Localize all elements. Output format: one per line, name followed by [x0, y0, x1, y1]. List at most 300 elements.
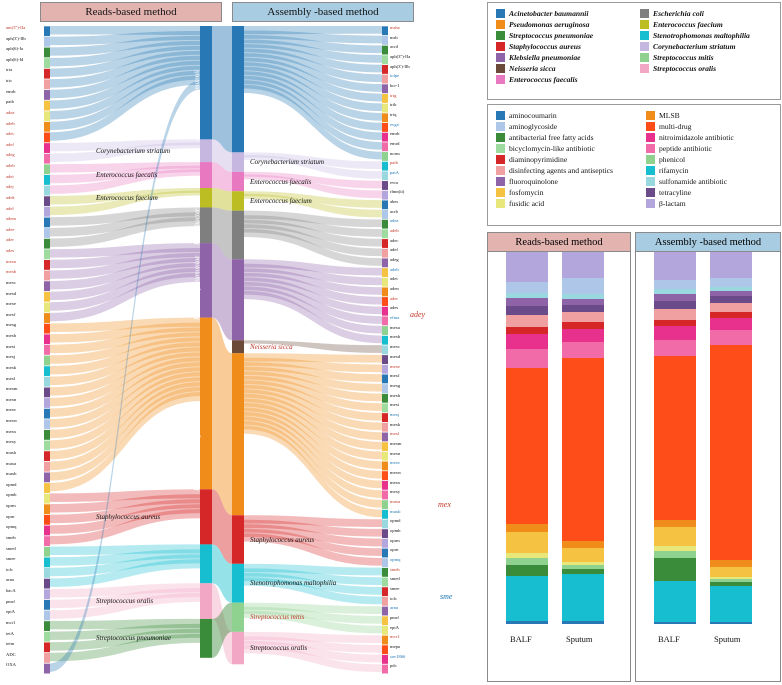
gene-label-right: ader: [390, 295, 398, 301]
gene-label-left: mexb: [6, 269, 17, 275]
sankey-right-gene-node[interactable]: [382, 287, 388, 296]
sankey-left-gene-node[interactable]: [44, 281, 50, 291]
gene-label-right: evga: [390, 121, 399, 127]
legend-swatch-icon: [640, 42, 649, 51]
gene-label-right: norm: [390, 150, 400, 156]
sankey-assembly-species-node[interactable]: [232, 259, 244, 340]
class-legend-item[interactable]: [496, 177, 613, 186]
gene-label-left: bacA: [6, 588, 16, 594]
class-legend-item[interactable]: [646, 188, 734, 197]
sankey-reads-species-node[interactable]: [200, 489, 212, 544]
barchart-reads-segment: [562, 342, 604, 359]
barchart-assembly-segment: [654, 558, 696, 580]
gene-label-left: ant(3'')-IIa: [6, 25, 26, 30]
class-legend-item[interactable]: [496, 144, 613, 153]
sankey-left-gene-node[interactable]: [44, 345, 50, 355]
sankey-right-gene-node[interactable]: [382, 36, 388, 45]
sankey-left-gene-node[interactable]: [44, 196, 50, 206]
sankey-left-gene-node[interactable]: [44, 611, 50, 621]
sankey-right-gene-node[interactable]: [382, 94, 388, 103]
sankey-right-gene-node[interactable]: [382, 55, 388, 64]
sankey-left-gene-node[interactable]: [44, 600, 50, 610]
class-legend-item[interactable]: [646, 199, 734, 208]
sankey-right-gene-node[interactable]: [382, 433, 388, 442]
sankey-right-gene-node[interactable]: [382, 113, 388, 122]
sankey-right-gene-node[interactable]: [382, 549, 388, 558]
gene-label-left: adek: [6, 194, 15, 200]
gene-label-right: aden: [390, 286, 399, 292]
gene-label-left: mexd: [6, 290, 17, 296]
sankey-left-gene-node[interactable]: [44, 302, 50, 312]
species-legend-item[interactable]: [640, 53, 750, 62]
gene-label-left: opmq: [6, 524, 17, 530]
species-legend-col-1: [496, 9, 593, 86]
sankey-link: [212, 318, 232, 516]
sankey-reads-species-node[interactable]: [200, 162, 212, 188]
sankey-reads-species-node[interactable]: [200, 544, 212, 583]
class-legend-item[interactable]: [646, 111, 734, 120]
sankey-assembly-species-node[interactable]: [232, 632, 244, 664]
legend-swatch-icon: [496, 122, 505, 131]
sankey-right-gene-node[interactable]: [382, 152, 388, 161]
barchart-reads-segment: [506, 334, 548, 349]
legend-label: MLSB: [659, 111, 680, 120]
sankey-left-gene-node[interactable]: [44, 451, 50, 461]
barchart-reads-segment: [506, 252, 548, 282]
barchart-assembly-segment: [654, 622, 696, 624]
sankey-right-gene-node[interactable]: [382, 558, 388, 567]
sankey-assembly-species-node[interactable]: [232, 211, 244, 260]
species-legend-item[interactable]: [496, 42, 593, 51]
gene-label-right: mexb: [390, 334, 401, 340]
barchart-assembly-segment: [710, 330, 752, 345]
sankey-right-gene-node[interactable]: [382, 336, 388, 345]
sankey-right-gene-node[interactable]: [382, 394, 388, 403]
sankey-left-gene-node[interactable]: [44, 334, 50, 344]
gene-label-right: adea: [390, 218, 399, 224]
species-legend-item[interactable]: [496, 64, 593, 73]
barchart-assembly-segment: [654, 356, 696, 520]
sankey-right-gene-node[interactable]: [382, 181, 388, 190]
sankey-left-gene-node[interactable]: [44, 186, 50, 196]
species-legend-item[interactable]: [496, 31, 593, 40]
sankey-right-gene-node[interactable]: [382, 597, 388, 606]
sankey-left-gene-node[interactable]: [44, 218, 50, 228]
barchart-reads-stack[interactable]: [506, 252, 548, 624]
sankey-right-gene-node[interactable]: [382, 133, 388, 142]
class-legend-item[interactable]: [496, 199, 613, 208]
sankey-left-gene-node[interactable]: [44, 249, 50, 259]
sankey-left-gene-node[interactable]: [44, 377, 50, 387]
sankey-left-gene-node[interactable]: [44, 398, 50, 408]
sankey-left-gene-node[interactable]: [44, 483, 50, 493]
barchart-reads-segment: [562, 329, 604, 342]
gene-label-right: mexw: [390, 469, 402, 475]
sankey-left-gene-node[interactable]: [44, 324, 50, 334]
legend-swatch-icon: [646, 188, 655, 197]
class-legend-item[interactable]: [496, 122, 613, 131]
sankey-right-gene-node[interactable]: [382, 520, 388, 529]
barchart-assembly-plot: [636, 252, 780, 652]
gene-label-right: tolc: [390, 595, 397, 601]
legend-label: disinfecting agents and antiseptics: [509, 166, 613, 175]
sankey-left-gene-node[interactable]: [44, 356, 50, 366]
sankey-reads-species-node[interactable]: [200, 583, 212, 619]
sankey-left-gene-node[interactable]: [44, 133, 50, 143]
gene-label-left: mexc: [6, 279, 16, 285]
sankey-reads-species-node[interactable]: [200, 188, 212, 207]
gene-label-right: bcr-1: [390, 83, 400, 89]
barchart-assembly-segment: [710, 622, 752, 624]
sankey-left-gene-node[interactable]: [44, 48, 50, 58]
sankey-right-gene-node[interactable]: [382, 239, 388, 248]
sankey-left-gene-node[interactable]: [44, 122, 50, 132]
sankey-right-gene-node[interactable]: [382, 162, 388, 171]
species-legend-item[interactable]: [640, 9, 750, 18]
sankey-right-gene-node[interactable]: [382, 326, 388, 335]
sankey-node-label: Acinetobacter baumannii: [193, 70, 201, 142]
sankey-right-gene-node[interactable]: [382, 220, 388, 229]
gene-label-right: emrb: [390, 131, 400, 137]
sankey-left-gene-node[interactable]: [44, 494, 50, 504]
barchart-reads-segment: [506, 349, 548, 368]
sankey-right-gene-node[interactable]: [382, 481, 388, 490]
legend-swatch-icon: [640, 64, 649, 73]
sankey-left-gene-node[interactable]: [44, 504, 50, 514]
gene-label-right: rlmn(ii): [390, 189, 405, 195]
gene-label-right: mexh: [390, 392, 401, 398]
sankey-right-gene-node[interactable]: [382, 65, 388, 74]
species-legend-item[interactable]: [496, 75, 593, 84]
sankey-left-gene-node[interactable]: [44, 409, 50, 419]
gene-label-left: mexw: [6, 418, 18, 424]
gene-label-right: trig: [390, 92, 397, 98]
gene-label-right: acrd: [390, 44, 398, 50]
sankey-left-gene-node[interactable]: [44, 579, 50, 589]
sankey-assembly-species-node[interactable]: [232, 26, 244, 152]
gene-label-left: aph(6)-Id: [6, 56, 24, 62]
sankey-left-gene-node[interactable]: [44, 239, 50, 249]
class-legend-item[interactable]: [496, 111, 613, 120]
legend-label: Pseudomonas aeruginosa: [509, 20, 590, 29]
sankey-node-label: Pseudomonas aeruginosa: [193, 419, 201, 492]
sankey-left-gene-node[interactable]: [44, 419, 50, 429]
gene-label-right: msba: [390, 25, 400, 30]
sankey-right-gene-node[interactable]: [382, 365, 388, 374]
sankey-right-gene-node[interactable]: [382, 462, 388, 471]
sankey-left-gene-node[interactable]: [44, 313, 50, 323]
sankey-assembly-species-node[interactable]: [232, 191, 244, 210]
legend-swatch-icon: [640, 9, 649, 18]
sankey-header-reads: Reads-based method: [40, 2, 222, 22]
sankey-right-gene-node[interactable]: [382, 345, 388, 354]
gene-label-left: ADC: [6, 651, 16, 657]
legend-label: Corynebacterium striatum: [653, 42, 736, 51]
barchart-reads-segment: [506, 306, 548, 315]
sankey-left-gene-node[interactable]: [44, 621, 50, 631]
sankey-left-gene-node[interactable]: [44, 90, 50, 100]
sankey-right-gene-node[interactable]: [382, 510, 388, 519]
sankey-right-gene-node[interactable]: [382, 249, 388, 258]
barchart-assembly-segment: [654, 527, 696, 546]
species-legend-item[interactable]: [640, 31, 750, 40]
sankey-right-gene-node[interactable]: [382, 607, 388, 616]
barchart-assembly-segment: [710, 586, 752, 621]
legend-label: aminocoumarin: [509, 111, 557, 120]
sankey-right-gene-node[interactable]: [382, 278, 388, 287]
sankey-left-gene-node[interactable]: [44, 472, 50, 482]
sankey-right-gene-node[interactable]: [382, 191, 388, 200]
sankey-node-label: Enterococcus faecalis: [250, 177, 312, 186]
sankey-right-gene-node[interactable]: [382, 423, 388, 432]
gene-label-right: emrd: [390, 141, 400, 147]
sankey-left-gene-node[interactable]: [44, 526, 50, 536]
sankey-right-gene-node[interactable]: [382, 200, 388, 209]
gene-label-left: mexv: [6, 407, 17, 413]
sankey-left-gene-node[interactable]: [44, 462, 50, 472]
legend-swatch-icon: [646, 177, 655, 186]
legend-swatch-icon: [640, 53, 649, 62]
gene-label-left: arna: [6, 577, 14, 583]
sankey-left-gene-node[interactable]: [44, 79, 50, 89]
sankey-left-gene-node[interactable]: [44, 536, 50, 546]
sankey-assembly-species-node[interactable]: [232, 340, 244, 353]
sankey-assembly-species-node[interactable]: [232, 515, 244, 564]
sankey-left-gene-node[interactable]: [44, 69, 50, 79]
class-legend-item[interactable]: [496, 188, 613, 197]
sankey-left-gene-node[interactable]: [44, 37, 50, 47]
class-legend-col-2: [646, 111, 734, 210]
legend-swatch-icon: [646, 199, 655, 208]
gene-label-right: msb: [390, 34, 398, 40]
gene-label-left: mexn: [6, 396, 17, 402]
class-legend-item[interactable]: [646, 133, 734, 142]
sankey-right-gene-node[interactable]: [382, 616, 388, 625]
class-legend-item[interactable]: [646, 166, 734, 175]
class-legend-item[interactable]: [646, 144, 734, 153]
gene-label-right: mexi: [390, 402, 400, 408]
gene-label-left: mexl: [6, 375, 16, 381]
sankey-right-gene-node[interactable]: [382, 123, 388, 132]
barchart-reads-stack[interactable]: [562, 252, 604, 624]
gene-label-right: patA: [390, 170, 399, 176]
legend-swatch-icon: [496, 133, 505, 142]
sankey-right-gene-node[interactable]: [382, 171, 388, 180]
sankey-left-gene-node[interactable]: [44, 111, 50, 121]
species-legend-item[interactable]: [640, 42, 750, 51]
barchart-assembly-stack[interactable]: [654, 252, 696, 624]
sankey-reads-species-node[interactable]: [200, 243, 212, 318]
sankey-left-gene-node[interactable]: [44, 164, 50, 174]
sankey-reads-species-node[interactable]: [200, 26, 212, 139]
gene-label-left: mexk: [6, 364, 17, 370]
sankey-left-gene-node[interactable]: [44, 154, 50, 164]
sankey-left-gene-node[interactable]: [44, 228, 50, 238]
sankey-right-gene-node[interactable]: [382, 258, 388, 267]
gene-label-right: evra: [390, 179, 398, 185]
sankey-node-label: Enterococcus faecium: [250, 196, 312, 205]
gene-label-left: mexy: [6, 439, 17, 445]
species-legend-item[interactable]: [640, 64, 750, 73]
sankey-left-gene-node[interactable]: [44, 260, 50, 270]
sankey-reads-species-node[interactable]: [200, 139, 212, 162]
sankey-right-gene-node[interactable]: [382, 491, 388, 500]
class-legend-item[interactable]: [496, 155, 613, 164]
sankey-right-gene-node[interactable]: [382, 268, 388, 277]
gene-label-left: adea: [6, 109, 15, 115]
sankey-left-gene-node[interactable]: [44, 441, 50, 451]
sankey-left-gene-node[interactable]: [44, 664, 50, 674]
sankey-left-gene-node[interactable]: [44, 632, 50, 642]
sankey-assembly-species-node[interactable]: [232, 152, 244, 171]
barchart-reads-segment: [562, 278, 604, 294]
barchart-assembly-segment: [710, 567, 752, 577]
barchart-assembly-segment: [654, 294, 696, 301]
gene-label-left: tetA: [6, 630, 14, 636]
sankey-right-gene-node[interactable]: [382, 655, 388, 664]
sankey-left-gene-node[interactable]: [44, 515, 50, 525]
gene-label-right: adeh: [390, 266, 399, 272]
gene-label-left: mexg: [6, 322, 17, 328]
class-legend-item[interactable]: [646, 155, 734, 164]
sankey-right-gene-node[interactable]: [382, 229, 388, 238]
sankey-right-gene-node[interactable]: [382, 374, 388, 383]
gene-label-right: mexx: [390, 479, 401, 485]
species-legend-col-2: [640, 9, 750, 75]
legend-label: fosfomycin: [509, 188, 544, 197]
sankey-right-gene-node[interactable]: [382, 626, 388, 635]
gene-label-right: muxa: [390, 498, 401, 504]
barchart-reads-segment: [506, 532, 548, 552]
class-legend-item[interactable]: [496, 166, 613, 175]
sankey-right-gene-node[interactable]: [382, 471, 388, 480]
sankey-right-gene-node[interactable]: [382, 355, 388, 364]
sankey-left-gene-node[interactable]: [44, 58, 50, 68]
legend-swatch-icon: [496, 9, 505, 18]
sankey-left-gene-node[interactable]: [44, 26, 50, 36]
sankey-left-gene-node[interactable]: [44, 143, 50, 153]
barchart-reads-title: Reads-based method: [488, 233, 630, 252]
legend-label: aminoglycoside: [509, 122, 558, 131]
sankey-right-gene-node[interactable]: [382, 442, 388, 451]
gene-label-right: adeb: [390, 228, 399, 234]
sankey-left-gene-node[interactable]: [44, 568, 50, 578]
barchart-assembly-segment: [654, 301, 696, 309]
sankey-right-gene-node[interactable]: [382, 587, 388, 596]
gene-label-left: adec: [6, 131, 15, 137]
barchart-assembly-stack[interactable]: [710, 252, 752, 624]
sankey-left-gene-node[interactable]: [44, 430, 50, 440]
class-legend-item[interactable]: [646, 122, 734, 131]
sankey-assembly-species-node[interactable]: [232, 172, 244, 191]
sankey-left-gene-node[interactable]: [44, 175, 50, 185]
gene-label-right: efma: [390, 315, 400, 321]
sankey-right-gene-node[interactable]: [382, 665, 388, 674]
sankey-right-gene-node[interactable]: [382, 384, 388, 393]
legend-label: diaminopyrimidine: [509, 155, 568, 164]
sankey-right-gene-node[interactable]: [382, 307, 388, 316]
species-legend-item[interactable]: [496, 53, 593, 62]
class-legend-item[interactable]: [496, 133, 613, 142]
sankey-node-label: Streptococcus mitis: [250, 613, 305, 622]
barchart-assembly-segment: [654, 581, 696, 622]
sankey-left-gene-node[interactable]: [44, 557, 50, 567]
sankey-right-gene-node[interactable]: [382, 46, 388, 55]
sankey-right-gene-node[interactable]: [382, 210, 388, 219]
sankey-right-gene-node[interactable]: [382, 104, 388, 113]
sankey-link: [212, 26, 232, 152]
sankey-right-gene-node[interactable]: [382, 578, 388, 587]
sankey-left-gene-node[interactable]: [44, 366, 50, 376]
sankey-reads-species-node[interactable]: [200, 207, 212, 243]
sankey-right-gene-node[interactable]: [382, 452, 388, 461]
species-legend-item[interactable]: [496, 9, 593, 18]
sankey-reads-species-node[interactable]: [200, 318, 212, 490]
sankey-right-gene-node[interactable]: [382, 403, 388, 412]
sankey-right-gene-node[interactable]: [382, 142, 388, 151]
sankey-right-gene-node[interactable]: [382, 26, 388, 35]
gene-label-left: ades: [6, 248, 15, 254]
barchart-assembly-title: Assembly -based method: [636, 233, 780, 252]
sankey-right-gene-node[interactable]: [382, 539, 388, 548]
barchart-assembly-segment: [654, 320, 696, 327]
barchart-reads-segment: [506, 298, 548, 305]
sankey-left-gene-node[interactable]: [44, 271, 50, 281]
legend-label: Enterococcus faecalis: [509, 75, 578, 84]
species-legend-item[interactable]: [640, 20, 750, 29]
gene-label-left: mexe: [6, 301, 16, 307]
sankey-right-gene-node[interactable]: [382, 84, 388, 93]
sankey-left-gene-node[interactable]: [44, 101, 50, 111]
species-legend: [487, 2, 781, 100]
sankey-right-gene-node[interactable]: [382, 297, 388, 306]
barchart-assembly-segment: [710, 345, 752, 561]
sankey-right-gene-node[interactable]: [382, 75, 388, 84]
sankey-left-gene-node[interactable]: [44, 387, 50, 397]
legend-swatch-icon: [496, 177, 505, 186]
sankey-right-gene-node[interactable]: [382, 568, 388, 577]
gene-label-right: patb: [390, 160, 398, 166]
barchart-reads-segment: [562, 548, 604, 562]
sankey-node-label: Enterococcus faecium: [96, 193, 158, 202]
sankey-left-gene-node[interactable]: [44, 642, 50, 652]
sankey-left-gene-node[interactable]: [44, 207, 50, 217]
class-legend-item[interactable]: [646, 177, 734, 186]
sankey-right-gene-node[interactable]: [382, 413, 388, 422]
barchart-reads-segment: [562, 305, 604, 312]
sankey-left-gene-node[interactable]: [44, 653, 50, 663]
sankey-assembly-species-node[interactable]: [232, 564, 244, 603]
species-legend-item[interactable]: [496, 20, 593, 29]
sankey-right-gene-node[interactable]: [382, 500, 388, 509]
barchart-reads-segment: [506, 558, 548, 565]
sankey-left-gene-node[interactable]: [44, 589, 50, 599]
sankey-right-gene-node[interactable]: [382, 636, 388, 645]
sankey-left-gene-node[interactable]: [44, 547, 50, 557]
sankey-assembly-species-node[interactable]: [232, 603, 244, 632]
sankey-right-gene-node[interactable]: [382, 316, 388, 325]
sankey-right-gene-node[interactable]: [382, 645, 388, 654]
gene-label-right: mexn: [390, 450, 401, 456]
sankey-reads-species-node[interactable]: [200, 619, 212, 658]
sankey-assembly-species-node[interactable]: [232, 353, 244, 515]
gene-label-left: mexi: [6, 343, 16, 349]
sankey-right-gene-node[interactable]: [382, 529, 388, 538]
gene-label-left: adeh: [6, 163, 15, 169]
sankey-left-gene-node[interactable]: [44, 292, 50, 302]
sankey-node-label: Enterobacter coli: [193, 196, 201, 246]
legend-label: Neisseria sicca: [509, 64, 556, 73]
